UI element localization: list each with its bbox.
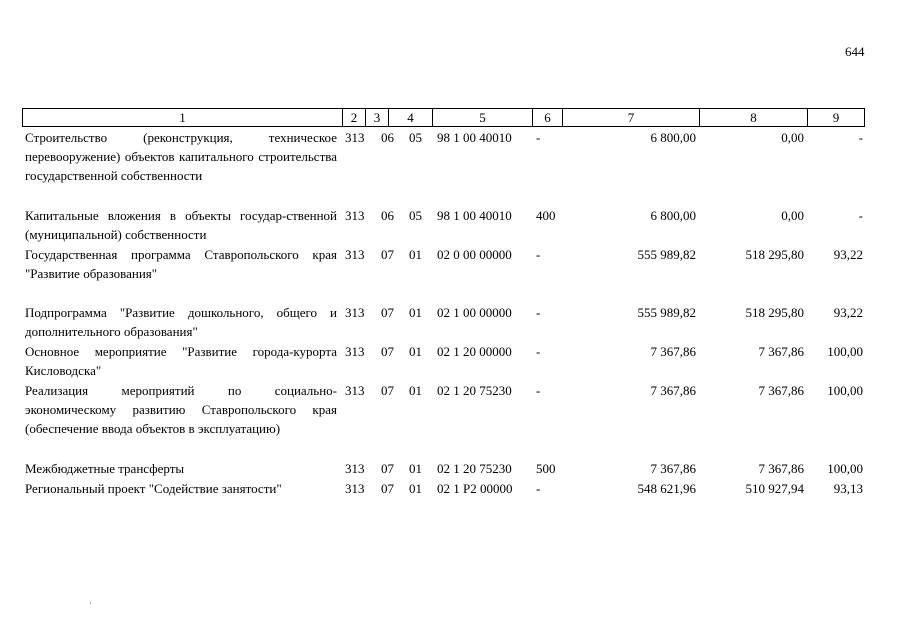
row-col-2: 313 (345, 247, 365, 262)
row-col-7: 7 367,86 (650, 461, 696, 476)
row-col-2: 313 (345, 383, 365, 398)
row-col-8: 518 295,80 (745, 305, 804, 320)
row-col-4: 01 (409, 247, 422, 262)
row-col-9: - (858, 208, 863, 223)
header-cell-1: 1 (22, 108, 343, 127)
row-col-7: 548 621,96 (637, 481, 696, 496)
row-col-9: 93,22 (833, 247, 863, 262)
row-col-6: - (536, 247, 541, 262)
row-col-8: 518 295,80 (745, 247, 804, 262)
row-name: Основное мероприятие "Развитие города-курорта Кисловодска" (25, 344, 337, 378)
header-cell-6: 6 (532, 108, 563, 127)
row-col-7: 555 989,82 (637, 305, 696, 320)
row-col-8: 510 927,94 (745, 481, 804, 496)
row-col-6: 400 (536, 208, 556, 223)
row-col-2: 313 (345, 461, 365, 476)
row-col-6: - (536, 305, 541, 320)
row-col-4: 01 (409, 305, 422, 320)
row-name: Межбюджетные трансферты (25, 461, 185, 476)
row-col-2: 313 (345, 130, 365, 145)
row-col-9: 93,13 (833, 481, 863, 496)
row-col-3: 07 (381, 344, 394, 359)
row-col-5: 02 0 00 00000 (437, 247, 512, 262)
row-col-8: 7 367,86 (758, 461, 804, 476)
header-cell-3: 3 (365, 108, 389, 127)
row-col-5: 02 1 20 75230 (437, 383, 512, 398)
row-name: Капитальные вложения в объекты государ-ственной (муниципальной) собственности (25, 208, 337, 242)
row-col-9: 100,00 (827, 383, 863, 398)
row-col-3: 07 (381, 305, 394, 320)
header-cell-2: 2 (342, 108, 366, 127)
row-col-5: 02 1 00 00000 (437, 305, 512, 320)
row-col-5: 02 1 20 75230 (437, 461, 512, 476)
row-col-2: 313 (345, 481, 365, 496)
row-name: Реализация мероприятий по социально-экономическому развитию Ставропольского края (обеспечение ввода объектов в эксплуатацию) (25, 383, 337, 436)
row-col-9: - (858, 130, 863, 145)
row-col-7: 555 989,82 (637, 247, 696, 262)
header-cell-5: 5 (432, 108, 533, 127)
row-col-3: 07 (381, 247, 394, 262)
row-col-9: 100,00 (827, 461, 863, 476)
row-col-4: 01 (409, 344, 422, 359)
row-col-3: 07 (381, 481, 394, 496)
row-col-4: 05 (409, 130, 422, 145)
row-col-2: 313 (345, 208, 365, 223)
row-col-7: 6 800,00 (650, 130, 696, 145)
row-col-3: 06 (381, 130, 394, 145)
row-name: Строительство (реконструкция, техническое перевооружение) объектов капитального строительства государственной собственности (25, 130, 337, 183)
row-name: Государственная программа Ставропольского края "Развитие образования" (25, 247, 337, 281)
row-col-4: 01 (409, 383, 422, 398)
row-col-8: 0,00 (781, 130, 804, 145)
row-col-9: 100,00 (827, 344, 863, 359)
page-number: 644 (845, 44, 865, 59)
row-col-2: 313 (345, 305, 365, 320)
row-col-2: 313 (345, 344, 365, 359)
row-col-4: 01 (409, 481, 422, 496)
row-col-8: 7 367,86 (758, 344, 804, 359)
header-cell-7: 7 (562, 108, 700, 127)
row-col-9: 93,22 (833, 305, 863, 320)
header-cell-9: 9 (807, 108, 865, 127)
row-name: Подпрограмма "Развитие дошкольного, общего и дополнительного образования" (25, 305, 337, 339)
row-col-5: 98 1 00 40010 (437, 130, 512, 145)
row-col-3: 07 (381, 383, 394, 398)
row-col-5: 02 1 20 00000 (437, 344, 512, 359)
row-col-8: 7 367,86 (758, 383, 804, 398)
row-col-6: - (536, 481, 541, 496)
scan-speck: · (89, 598, 92, 608)
row-col-8: 0,00 (781, 208, 804, 223)
row-col-7: 7 367,86 (650, 344, 696, 359)
row-col-7: 7 367,86 (650, 383, 696, 398)
row-col-6: 500 (536, 461, 556, 476)
header-cell-4: 4 (388, 108, 433, 127)
row-col-7: 6 800,00 (650, 208, 696, 223)
row-col-5: 98 1 00 40010 (437, 208, 512, 223)
row-col-3: 07 (381, 461, 394, 476)
row-col-4: 01 (409, 461, 422, 476)
row-col-6: - (536, 130, 541, 145)
row-name: Региональный проект "Содействие занятости" (25, 481, 282, 496)
row-col-4: 05 (409, 208, 422, 223)
row-col-6: - (536, 344, 541, 359)
row-col-6: - (536, 383, 541, 398)
row-col-5: 02 1 P2 00000 (437, 481, 513, 496)
header-cell-8: 8 (699, 108, 808, 127)
row-col-3: 06 (381, 208, 394, 223)
